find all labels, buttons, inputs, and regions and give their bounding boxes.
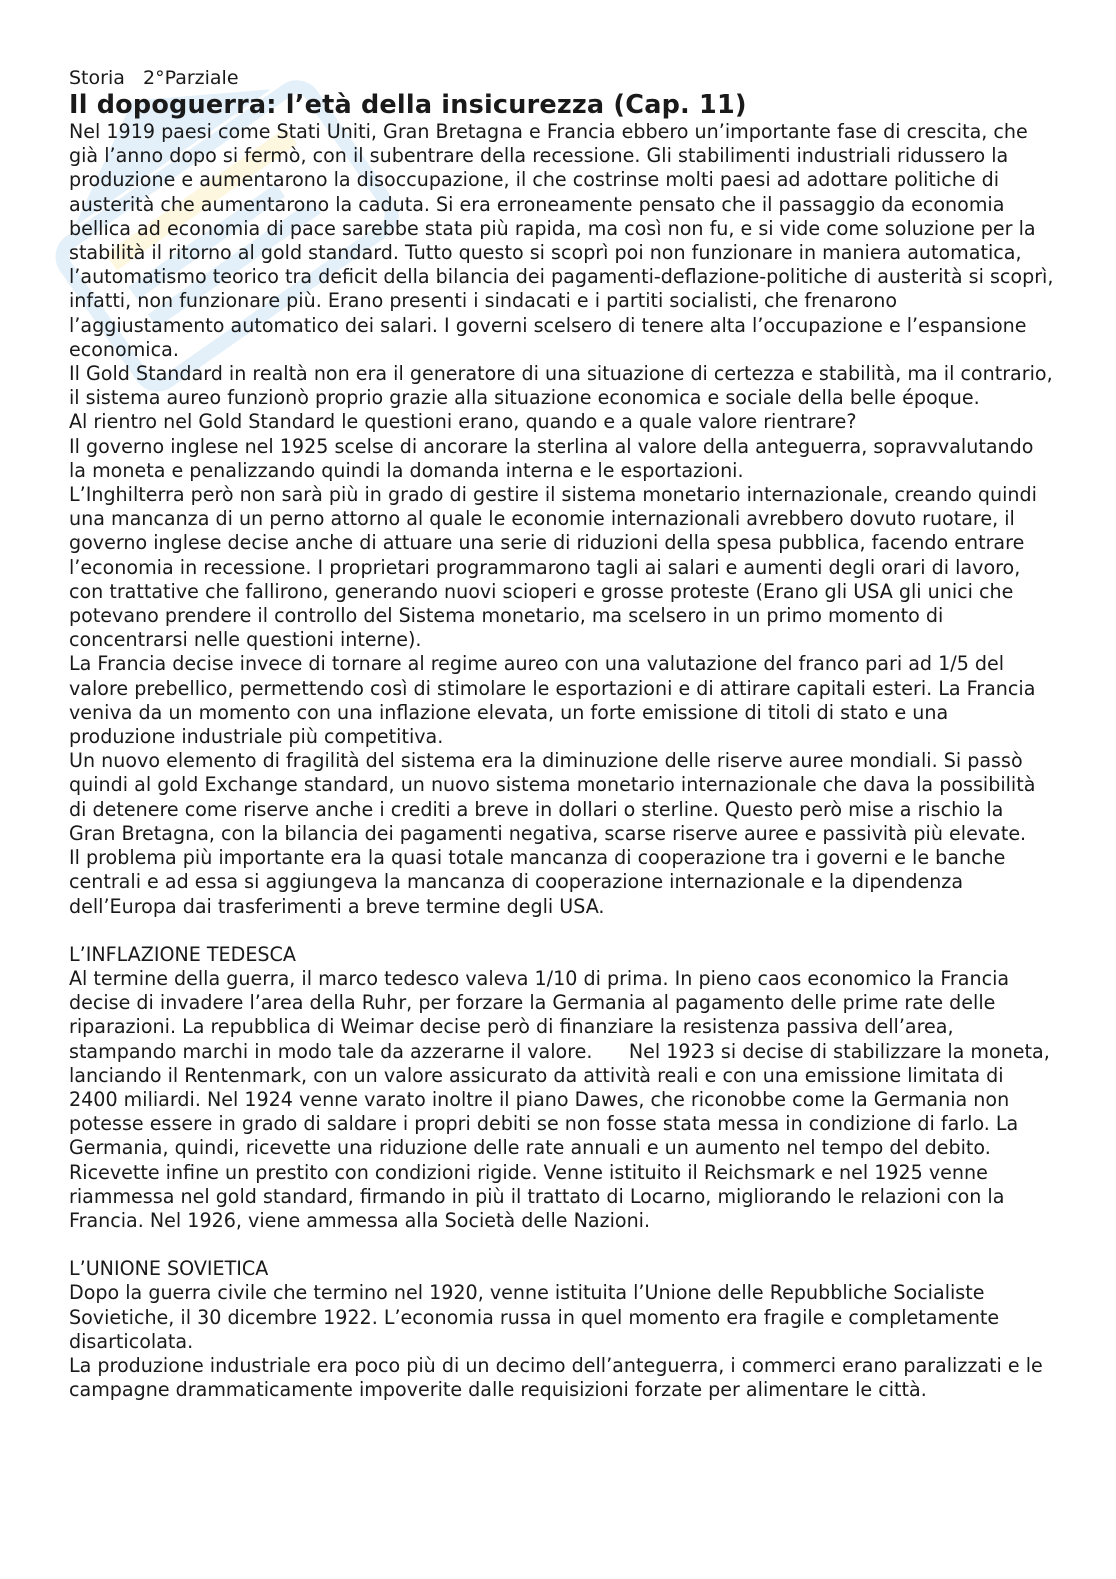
- spacer: [69, 919, 1054, 943]
- spacer: [69, 1233, 1054, 1257]
- section-german-inflation: [69, 943, 1054, 1233]
- paragraph: L’Inghilterra però non sarà più in grado di gestire il sistema monetario internazionale, creando quindi una mancanza di un perno attorno al quale le economie internazionali avrebbero dovuto ruotare, il governo inglese decise anche di attuare una serie di riduzioni della spesa pubblica, facendo entrare l’economia in recessione. I proprietari programmarono tagli ai salari e aumenti degli orari di lavoro, con trattative che fallirono, generando nuovi scioperi e grosse proteste (Erano gli USA gli unici che potevano prendere il controllo del Sistema monetario, ma scelsero in un primo momento di concentrarsi nelle questioni interne).: [69, 483, 1037, 652]
- paragraph: Al termine della guerra, il marco tedesco valeva 1/10 di prima. In pieno caos economico la Francia decise di invadere l’area della Ruhr, per forzare la Germania al pagamento delle prime rate delle riparazioni. La repubblica di Weimar decise però di finanziare la resistenza passiva dell’area, stampando marchi in modo tale da azzerarne il valore. Nel 1923 si decise di stabilizzare la moneta, lanciando il Rentenmark, con un valore assicurato da attività reali e con una emissione limitata di 2400 miliardi. Nel 1924 venne varato inoltre il piano Dawes, che riconobbe come la Germania non potesse essere in grado di saldare i propri debiti se non fosse stata messa in condizione di farlo. La Germania, quindi, ricevette una riduzione delle rate annuali e un aumento nel tempo del debito. Ricevette infine un prestito con condizioni rigide. Venne istituito il Reichsmark e nel 1925 venne riammessa nel gold standard, firmando in più il trattato di Locarno, migliorando le relazioni con la Francia. Nel 1926, viene ammessa alla Società delle Nazioni.: [69, 966, 1056, 1232]
- paragraph: Il Gold Standard in realtà non era il generatore di una situazione di certezza e stabilità, ma il contrario, il sistema aureo funzionò proprio grazie alla situazione economica e sociale della belle époque.: [69, 362, 1053, 410]
- document-header: [69, 66, 1054, 90]
- document-page: [69, 66, 1054, 1402]
- paragraph: Il problema più importante era la quasi totale mancanza di cooperazione tra i governi e le banche centrali e ad essa si aggiungeva la mancanza di cooperazione internazionale e la dipendenza dell’Europa dai trasferimenti a breve termine degli USA.: [69, 846, 1006, 918]
- paragraph: Un nuovo elemento di fragilità del sistema era la diminuzione delle riserve auree mondiali. Si passò quindi al gold Exchange standard, un nuovo sistema monetario internazionale che dava la possibilità di detenere come riserve anche i crediti a breve in dollari o sterline. Questo però mise a rischio la Gran Bretagna, con la bilancia dei pagamenti negativa, scarse riserve auree e passività più elevate.: [69, 749, 1036, 845]
- section-soviet-union: [69, 1257, 1054, 1402]
- subject-label: Storia: [69, 67, 125, 89]
- paragraph: Al rientro nel Gold Standard le questioni erano, quando e a quale valore rientrare?: [69, 410, 857, 434]
- paragraph: Il governo inglese nel 1925 scelse di ancorare la sterlina al valore della anteguerra, sopravvalutando la moneta e penalizzando quindi la domanda interna e le esportazioni.: [69, 434, 1034, 482]
- paragraph: La produzione industriale era poco più di un decimo dell’anteguerra, i commerci erano paralizzati e le campagne drammaticamente impoverite dalle requisizioni forzate per alimentare le città.: [69, 1353, 1043, 1402]
- paragraph: Nel 1919 paesi come Stati Uniti, Gran Bretagna e Francia ebbero un’importante fase di crescita, che già l’anno dopo si fermò, con il subentrare della recessione. Gli stabilimenti industriali ridussero la produzione e aumentarono la disoccupazione, il che costrinse molti paesi ad adottare politiche di austerità che aumentarono la caduta. Si era erroneamente pensato che il passaggio da economia bellica ad economia di pace sarebbe stata più rapida, ma così non fu, e si vide come soluzione per la stabilità il ritorno al gold standard. Tutto questo si scoprì poi non funzionare in maniera automatica, l’automatismo teorico tra deficit della bilancia dei pagamenti-deflazione-politiche di austerità si scoprì, infatti, non funzionare più. Erano presenti i sindacati e i partiti socialisti, che frenarono l’aggiustamento automatico dei salari. I governi scelsero di tenere alta l’occupazione e l’espansione economica.: [69, 120, 1054, 361]
- intro-section: [69, 120, 1054, 919]
- exam-label: 2°Parziale: [143, 67, 239, 89]
- paragraph: Dopo la guerra civile che termino nel 1920, venne istituita l’Unione delle Repubbliche Socialiste Sovietiche, il 30 dicembre 1922. L’economia russa in quel momento era fragile e completamente disarticolata.: [69, 1281, 1000, 1353]
- section-heading: L’UNIONE SOVIETICA: [69, 1257, 269, 1281]
- page-title: Il dopoguerra: l’età della insicurezza (Cap. 11): [69, 90, 747, 120]
- paragraph: La Francia decise invece di tornare al regime aureo con una valutazione del franco pari ad 1/5 del valore prebellico, permettendo così di stimolare le esportazioni e di attirare capitali esteri. La Francia veniva da un momento con una inflazione elevata, un forte emissione di titoli di stato e una produzione industriale più competitiva.: [69, 652, 1036, 749]
- section-heading: L’INFLAZIONE TEDESCA: [69, 942, 296, 966]
